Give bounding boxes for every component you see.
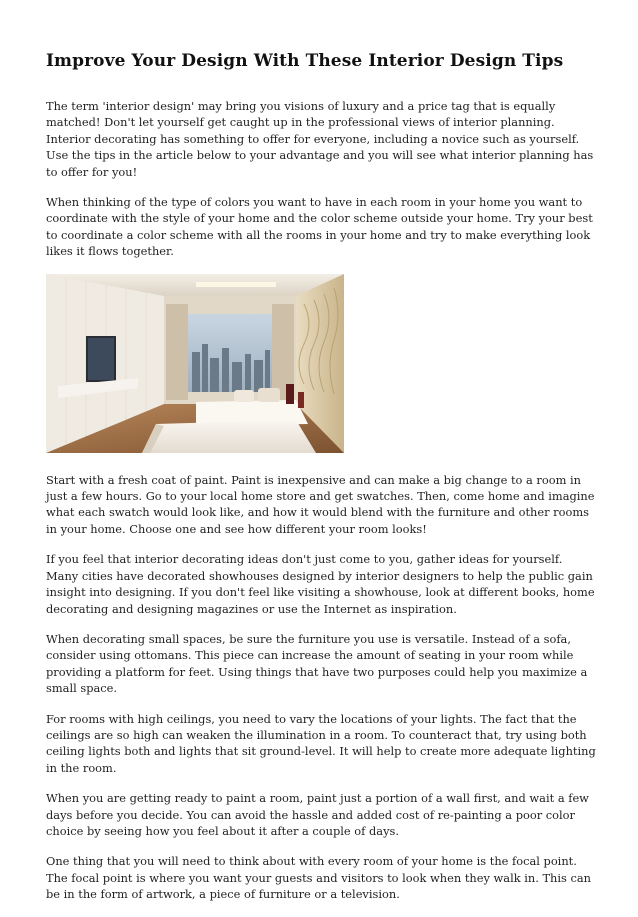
article-title: Improve Your Design With These Interior Design Tips <box>46 51 564 71</box>
paragraph-small-spaces: When decorating small spaces, be sure the furniture you use is versatile. Instead of a sofa, consider using ottomans. This piece can increase the amount of seating in your room while providing a platform for feet. Using things that have two purposes could help you maximize a small space. <box>46 631 588 696</box>
paragraph-high-ceilings: For rooms with high ceilings, you need to vary the locations of your lights. The fact that the ceilings are so high can weaken the illumination in a room. To counteract that, try using both ceiling lights both and lights that sit ground-level. It will help to create more adequate lighting in the room. <box>46 711 596 775</box>
paragraph-focal-point: One thing that you will need to think about with every room of your home is the focal point. The focal point is where you want your guests and visitors to look when they walk in. This can be in the form of artwork, a piece of furniture or a television. <box>46 854 592 902</box>
bedroom-photo <box>46 274 344 453</box>
paragraph-paint: Start with a fresh coat of paint. Paint is inexpensive and can make a big change to a room in just a few hours. Go to your local home store and get swatches. Then, come home and imagine what each swatch would look like, and how it would blend with the furniture and other rooms in your home. Choose one and see how different your room looks! <box>46 472 595 536</box>
paragraph-test-paint: When you are getting ready to paint a room, paint just a portion of a wall first, and wait a few days before you decide. You can avoid the hassle and added cost of re-painting a poor color choice by seeing how you feel about it after a couple of days. <box>46 791 589 838</box>
article <box>46 50 598 917</box>
paragraph-showhouses: If you feel that interior decorating ideas don't just come to you, gather ideas for yourself. Many cities have decorated showhouses designed by interior designers to help the public gain insight into designing. If you don't feel like visiting a showhouse, look at different books, home decorating and designing magazines or use the Internet as inspiration. <box>46 552 595 616</box>
paragraph-colors: When thinking of the type of colors you want to have in each room in your home you want to coordinate with the style of your home and the color scheme outside your home. Try your best to coordinate a color scheme with all the rooms in your home and try to make everything look likes it flows together. <box>46 195 593 259</box>
paragraph-intro: The term 'interior design' may bring you visions of luxury and a price tag that is equally matched! Don't let yourself get caught up in the professional views of interior planning. Interior decorating has something to offer for everyone, including a novice such as yourself. Use the tips in the article below to your advantage and you will see what interior planning has to offer for you! <box>46 99 594 179</box>
